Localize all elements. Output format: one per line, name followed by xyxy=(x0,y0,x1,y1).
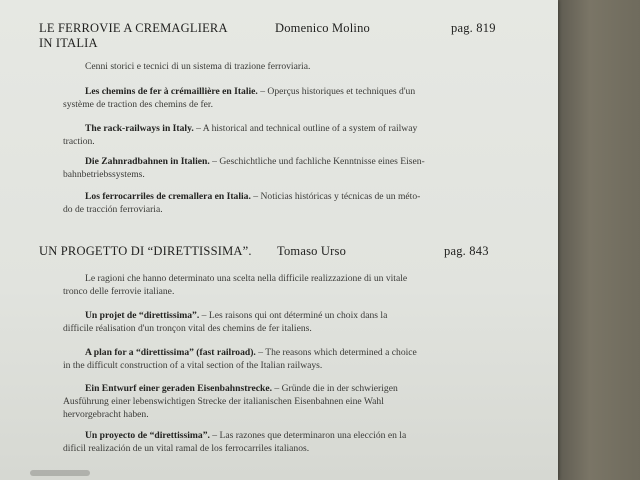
article2-en-line1 xyxy=(85,346,417,359)
article1-en-text: – A historical and technical outline of a system of railway xyxy=(193,123,418,134)
article1-fr-title: Les chemins de fer à crémaillière en Italie. xyxy=(85,86,258,97)
article1-author: Domenico Molino xyxy=(275,21,371,35)
article2-en-text: – The reasons which determined a choice xyxy=(255,347,417,358)
article2-es-text: – Las razones que determinaron una elección en la xyxy=(209,430,407,441)
article2-fr-title: Un projet de “direttissima”. xyxy=(85,310,200,321)
article1-es-title: Los ferrocarriles de cremallera en Italia. xyxy=(85,191,251,202)
article2-es-title: Un proyecto de “direttissima”. xyxy=(85,430,210,441)
article2-author: Tomaso Urso xyxy=(277,244,347,258)
article1-fr-line2: système de traction des chemins de fer. xyxy=(63,99,213,110)
article1-en-line1 xyxy=(85,122,417,135)
article2-en-line2: in the difficult construction of a vital section of the Italian railways. xyxy=(63,360,323,371)
article1-page-number: pag. 819 xyxy=(451,21,496,35)
article2-de-line3: hervorgebracht haben. xyxy=(63,409,149,420)
article2-page-number: pag. 843 xyxy=(444,244,489,258)
article1-de-line2: bahnbetriebssystems. xyxy=(63,169,145,180)
article1-es-line2: do de tracción ferroviaria. xyxy=(63,204,163,215)
article2-de-line1 xyxy=(85,382,398,395)
article2-de-text: – Gründe die in der schwierigen xyxy=(272,383,398,394)
article2-fr-text: – Les raisons qui ont déterminé un choix dans la xyxy=(199,310,388,321)
article2-title: UN PROGETTO DI “DIRETTISSIMA”. xyxy=(39,244,252,258)
article2-en-title: A plan for a “direttissima” (fast railroad). xyxy=(85,347,256,358)
article2-es-line2: dificil realización de un vital ramal de los ferrocarriles italianos. xyxy=(63,443,310,454)
article1-summary-it: Cenni storici e tecnici di un sistema di trazione ferroviaria. xyxy=(85,61,311,72)
article1-title-line2: IN ITALIA xyxy=(39,36,98,50)
article2-es-line1 xyxy=(85,429,406,442)
article2-de-title: Ein Entwurf einer geraden Eisenbahnstrecke. xyxy=(85,383,272,394)
article1-en-line2: traction. xyxy=(63,136,95,147)
article2-fr-line1 xyxy=(85,309,387,322)
background-surface xyxy=(556,0,640,480)
article2-de-line2: Ausführung einer lebenswichtigen Strecke der italianischen Eisenbahnen eine Wahl xyxy=(63,396,384,407)
article1-de-line1 xyxy=(85,155,425,168)
article2-fr-line2: difficile réalisation d'un tronçon vital des chemins de fer italiens. xyxy=(63,323,312,334)
page-edge-mark xyxy=(30,470,90,476)
article1-fr-line1 xyxy=(85,85,415,98)
article1-es-line1 xyxy=(85,190,420,203)
article1-en-title: The rack-railways in Italy. xyxy=(85,123,194,134)
article1-de-title: Die Zahnradbahnen in Italien. xyxy=(85,156,210,167)
article1-fr-text: – Operçus historiques et techniques d'un xyxy=(257,86,416,97)
article2-summary-it-line2: tronco delle ferrovie italiane. xyxy=(63,286,175,297)
article2-summary-it-line1: Le ragioni che hanno determinato una scelta nella difficile realizzazione di un vitale xyxy=(85,273,408,284)
article1-de-text: – Geschichtliche und fachliche Kenntnisse eines Eisen- xyxy=(209,156,425,167)
article1-title-line1: LE FERROVIE A CREMAGLIERA xyxy=(39,21,228,35)
article1-es-text: – Noticias históricas y técnicas de un méto- xyxy=(250,191,421,202)
